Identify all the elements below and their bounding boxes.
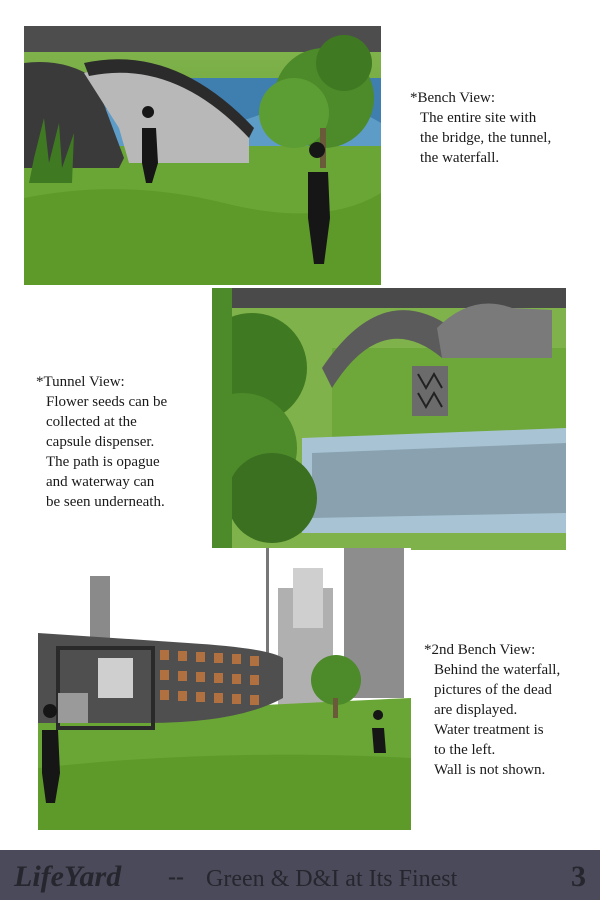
second-bench-view-caption (424, 640, 594, 780)
brand-title: LifeYard (14, 860, 122, 893)
page-number: 3 (571, 860, 586, 893)
tunnel-view-render (212, 288, 566, 550)
second-bench-view-render (38, 548, 411, 830)
second-bench-view-heading: *2nd Bench View: (424, 642, 536, 658)
tunnel-view-caption (36, 372, 206, 512)
bench-view-heading: *Bench View: (410, 90, 496, 106)
bench-view-render (24, 18, 381, 285)
tagline: Green & D&I at Its Finest (206, 866, 458, 892)
bench-view-caption (410, 88, 590, 168)
title-separator: -- (168, 864, 184, 890)
tunnel-view-heading: *Tunnel View: (36, 374, 125, 390)
tunnel-view-description: Flower seeds can be collected at the capsule dispenser. The path is opague and waterway can be seen underneath. (46, 394, 168, 510)
bench-view-description: The entire site with the bridge, the tunnel, the waterfall. (420, 110, 552, 166)
footer-bar (0, 850, 600, 900)
second-bench-view-description: Behind the waterfall, pictures of the dead are displayed. Water treatment is to the left. Wall is not shown. (434, 662, 561, 778)
